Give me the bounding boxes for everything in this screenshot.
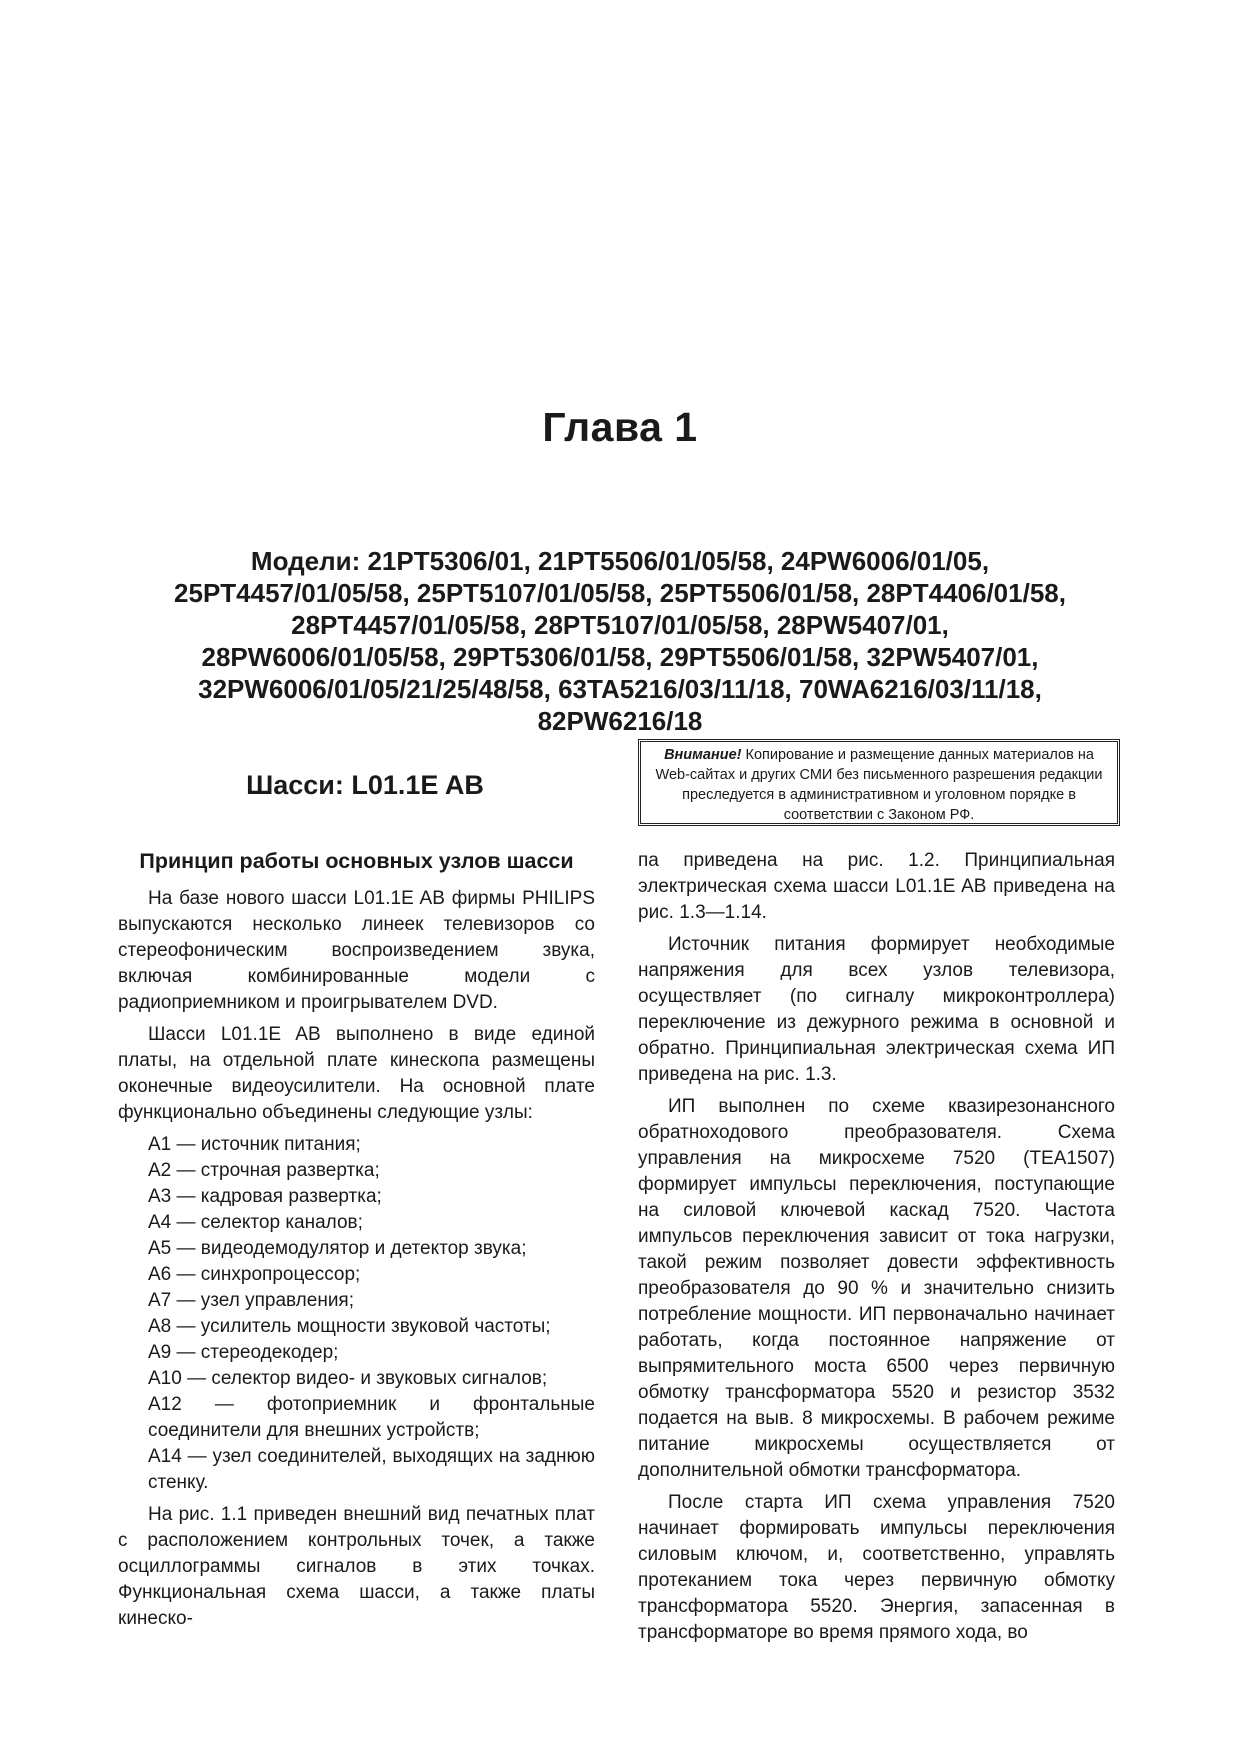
models-line: 25PT4457/01/05/58, 25PT5107/01/05/58, 25PT5506/01/58, 28PT4406/01/58, — [174, 578, 1066, 608]
notice-text: Копирование и размещение данных материалов на Web-сайтах и других СМИ без письменного разрешения редакции преследуется в административном и уголовном порядке в соответствии с Законом РФ. — [655, 747, 1103, 823]
notice-label: Внимание! — [664, 747, 742, 763]
models-line: 82PW6216/18 — [537, 706, 703, 736]
list-item: A14 — узел соединителей, выходящих на заднюю стенку. — [148, 1446, 595, 1493]
list-item: A1 — источник питания; — [148, 1134, 361, 1155]
list-item: A12 — фотоприемник и фронтальные соединители для внешних устройств; — [148, 1394, 595, 1441]
list-item: A8 — усилитель мощности звуковой частоты; — [148, 1316, 551, 1337]
models-line: Модели: 21PT5306/01, 21PT5506/01/05/58, 24PW6006/01/05, — [250, 546, 990, 576]
paragraph: Источник питания формирует необходимые напряжения для всех узлов телевизора, осуществляет (по сигналу микроконтроллера) переключение из дежурного режима в основной и обратно. Принципиальная электрическая схема ИП приведена на рис. 1.3. — [638, 934, 1115, 1085]
list-item: A2 — строчная развертка; — [148, 1160, 380, 1181]
paragraph: ИП выполнен по схеме квазирезонансного обратноходового преобразователя. Схема управления на микросхеме 7520 (TEA1507) формирует импульсы переключения, поступающие на силовой ключевой каскад 7520. Частота импульсов переключения зависит от тока нагрузки, такой режим позволяет довести эффективность преобразователя до 90 % и значительно снизить потребление мощности. ИП первоначально начинает работать, когда постоянное напряжение от выпрямительного моста 6500 через первичную обмотку трансформатора 5520 и резистор 3532 подается на выв. 8 микросхемы. В рабочем режиме питание микросхемы осуществляется от дополнительной обмотки трансформатора. — [638, 1096, 1115, 1481]
list-item: A4 — селектор каналов; — [148, 1212, 363, 1233]
paragraph: На базе нового шасси L01.1E AB фирмы PHILIPS выпускаются несколько линеек телевизоров со стереофоническим воспроизведением звука, включая комбинированные модели с радиоприемником и проигрывателем DVD. — [118, 888, 595, 1013]
models-line: 28PT4457/01/05/58, 28PT5107/01/05/58, 28PW5407/01, — [291, 610, 949, 640]
paragraph: После старта ИП схема управления 7520 начинает формировать импульсы переключения силовым ключом, и, соответственно, управлять протеканием тока через первичную обмотку трансформатора 5520. Энергия, запасенная в трансформаторе во время прямого хода, во — [638, 1492, 1115, 1643]
models-list — [110, 545, 1130, 737]
list-item: A5 — видеодемодулятор и детектор звука; — [148, 1238, 527, 1259]
list-item: A6 — синхропроцессор; — [148, 1264, 361, 1285]
right-column — [638, 848, 1115, 1652]
list-item: A7 — узел управления; — [148, 1290, 355, 1311]
units-list — [118, 1132, 595, 1496]
paragraph: На рис. 1.1 приведен внешний вид печатных плат с расположением контрольных точек, а также осциллограммы сигналов в этих точках. Функциональная схема шасси, а также платы кинеско- — [118, 1504, 595, 1629]
left-column — [118, 848, 595, 1638]
list-item: A10 — селектор видео- и звуковых сигналов; — [148, 1368, 548, 1389]
list-item: A9 — стереодекодер; — [148, 1342, 339, 1363]
chapter-title: Глава 1 — [542, 404, 698, 450]
paragraph: па приведена на рис. 1.2. Принципиальная электрическая схема шасси L01.1E AB приведена на рис. 1.3—1.14. — [638, 850, 1115, 923]
list-item: A3 — кадровая развертка; — [148, 1186, 382, 1207]
copyright-notice — [638, 739, 1120, 826]
chassis-title: Шасси: L01.1E AB — [246, 770, 484, 800]
section-heading: Принцип работы основных узлов шасси — [139, 849, 574, 873]
models-line: 32PW6006/01/05/21/25/48/58, 63TA5216/03/11/18, 70WA6216/03/11/18, — [198, 674, 1042, 704]
paragraph: Шасси L01.1E AB выполнено в виде единой платы, на отдельной плате кинескопа размещены оконечные видеоусилители. На основной плате функционально объединены следующие узлы: — [118, 1024, 595, 1123]
models-line: 28PW6006/01/05/58, 29PT5306/01/58, 29PT5506/01/58, 32PW5407/01, — [201, 642, 1039, 672]
